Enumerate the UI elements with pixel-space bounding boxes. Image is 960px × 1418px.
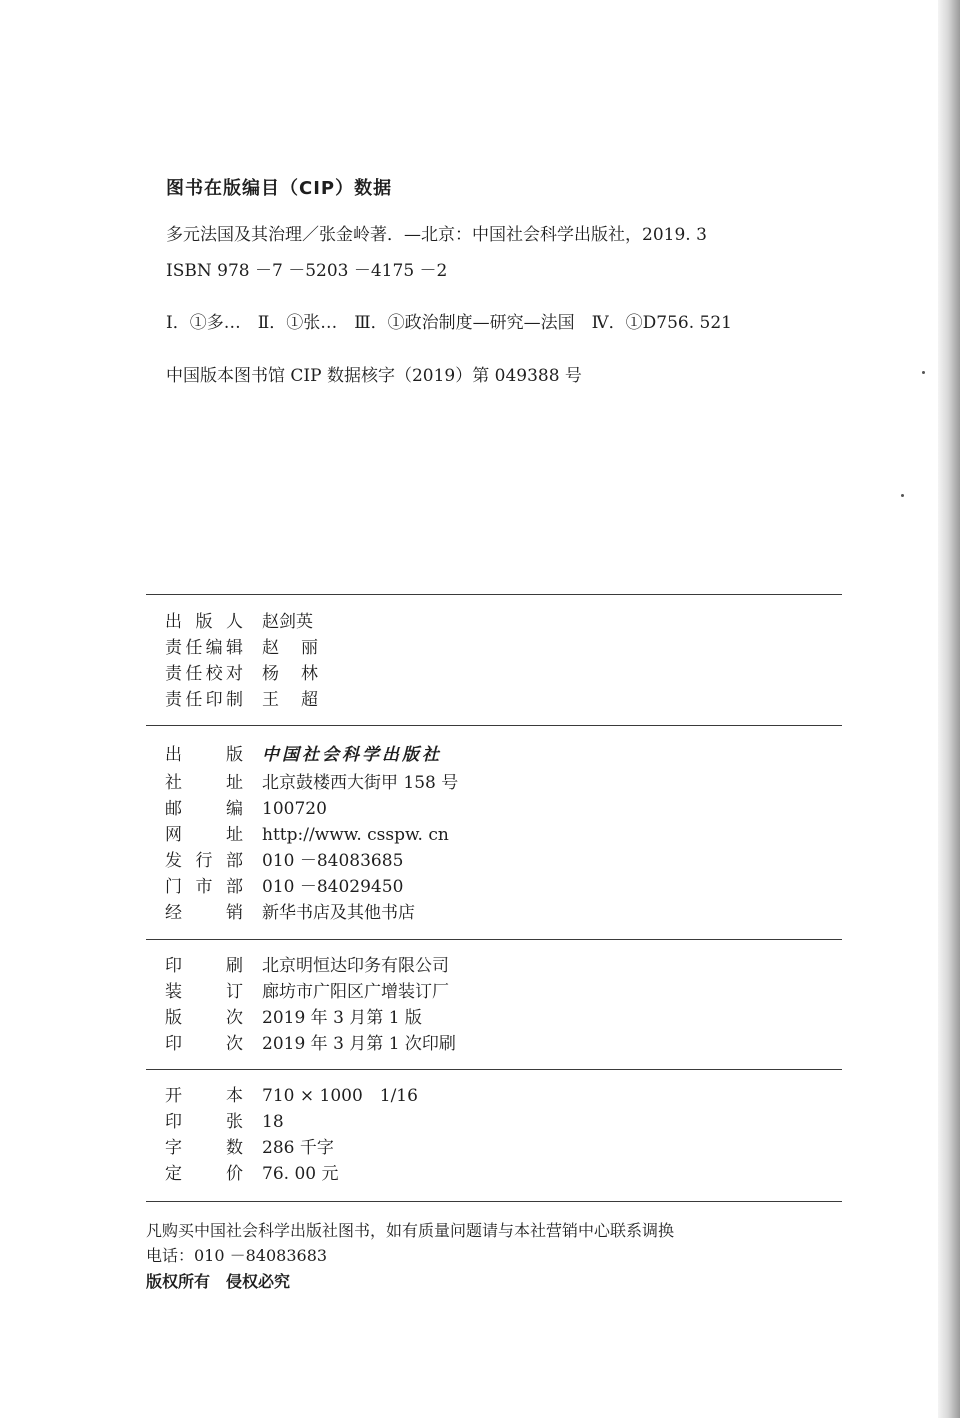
- footer-notice: 凡购买中国社会科学出版社图书，如有质量问题请与本社营销中心联系调换: [146, 1221, 675, 1240]
- row-value: 北京鼓楼西大街甲 158 号: [262, 773, 459, 793]
- row-label: 定 价: [165, 1164, 243, 1184]
- cip-line-subjects: Ⅰ．①多… Ⅱ．①张… Ⅲ．①政治制度—研究—法国 Ⅳ．①D756. 521: [166, 313, 732, 333]
- footer-phone: 电话：010 －84083683: [146, 1246, 328, 1265]
- row-value: 赵 丽: [262, 638, 318, 658]
- row-value: 2019 年 3 月第 1 版: [262, 1008, 422, 1028]
- page-edge-shadow: [938, 0, 960, 1418]
- row-value: 710 × 1000 1/16: [262, 1086, 418, 1106]
- row-label: 责 任 校 对: [165, 664, 243, 684]
- cip-title: 图书在版编目（CIP）数据: [166, 178, 393, 199]
- row-value: 王 超: [262, 690, 318, 710]
- row-value: 2019 年 3 月第 1 次印刷: [262, 1034, 456, 1054]
- row-label: 发 行 部: [165, 851, 243, 871]
- row-label: 装 订: [165, 982, 243, 1002]
- row-label: 出 版: [165, 745, 243, 765]
- separator-line: [146, 939, 842, 940]
- row-label: 责 任 印 制: [165, 690, 243, 710]
- row-value: 18: [262, 1112, 284, 1132]
- cip-line-title-author: 多元法国及其治理／张金岭著．—北京：中国社会科学出版社，2019. 3: [166, 225, 707, 245]
- cip-line-data-number: 中国版本图书馆 CIP 数据核字（2019）第 049388 号: [166, 366, 582, 386]
- row-value: 赵剑英: [262, 612, 313, 632]
- row-value: http://www. csspw. cn: [262, 825, 449, 845]
- row-value: 010 －84029450: [262, 877, 404, 897]
- separator-line: [146, 1069, 842, 1070]
- row-label: 版 次: [165, 1008, 243, 1028]
- publisher-calligraphy-name: 中国社会科学出版社: [262, 745, 442, 765]
- row-value: 杨 林: [262, 664, 318, 684]
- row-label: 社 址: [165, 773, 243, 793]
- row-label: 门 市 部: [165, 877, 243, 897]
- row-label: 字 数: [165, 1138, 243, 1158]
- scan-speck: [901, 494, 904, 497]
- row-value: 新华书店及其他书店: [262, 903, 415, 923]
- row-value: 76. 00 元: [262, 1164, 339, 1184]
- row-label: 邮 编: [165, 799, 243, 819]
- row-label: 印 刷: [165, 956, 243, 976]
- row-value: 廊坊市广阳区广增装订厂: [262, 982, 449, 1002]
- row-label: 出 版 人: [165, 612, 243, 632]
- row-value: 286 千字: [262, 1138, 334, 1158]
- row-value: 100720: [262, 799, 327, 819]
- row-label: 开 本: [165, 1086, 243, 1106]
- separator-line: [146, 725, 842, 726]
- separator-line: [146, 1201, 842, 1202]
- separator-line: [146, 594, 842, 595]
- footer-copyright: 版权所有 侵权必究: [146, 1272, 291, 1291]
- row-value: 北京明恒达印务有限公司: [262, 956, 449, 976]
- row-label: 网 址: [165, 825, 243, 845]
- row-label: 责 任 编 辑: [165, 638, 243, 658]
- row-label: 印 次: [165, 1034, 243, 1054]
- row-label: 印 张: [165, 1112, 243, 1132]
- cip-line-isbn: ISBN 978 －7 －5203 －4175 －2: [166, 261, 448, 281]
- scan-speck: [922, 371, 925, 374]
- row-value: 010 －84083685: [262, 851, 404, 871]
- row-label: 经 销: [165, 903, 243, 923]
